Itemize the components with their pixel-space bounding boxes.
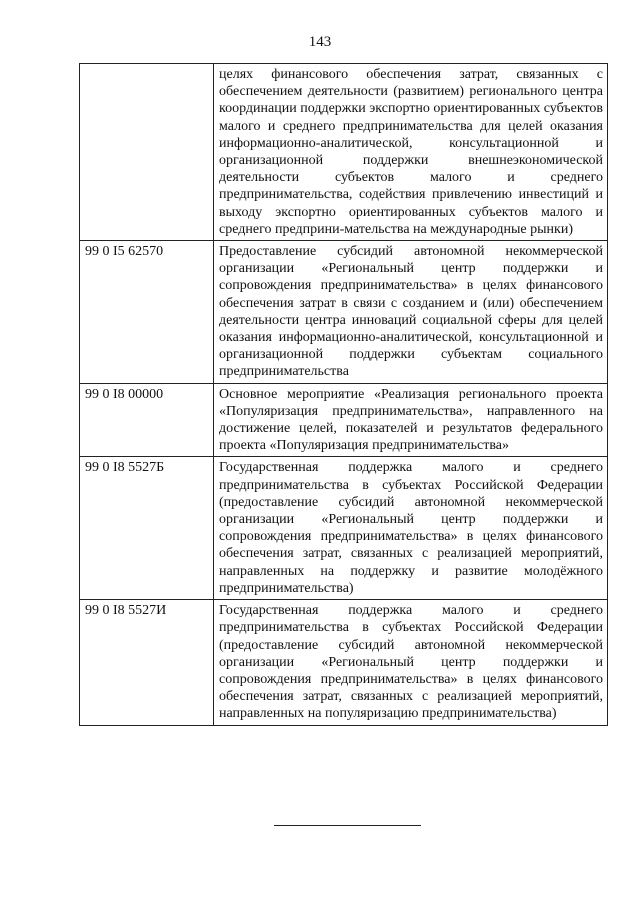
row-description: Государственная поддержка малого и среднего предпринимательства в субъектах Российской Федерации (предоставление субсидий автономной некоммерческой организации «Региональный центр поддержки и сопровождения предпринимательства» в целях финансового обеспечения затрат, связанных с реализацией мероприятий, направленных на популяризацию предпринимательства) [214,600,608,725]
table-row [80,241,608,384]
row-description: целях финансового обеспечения затрат, связанных с обеспечением деятельности (развитием) регионального центра координации поддержки экспортно ориентированных субъектов малого и среднего предпринимательства для целей оказания информационно-аналитической, консультационной и организационной поддержки внешнеэкономической деятельности субъектов малого и среднего предпринимательства, содействия привлечению инвестиций и выходу экспортно ориентированных субъектов малого и среднего предприни-мательства на международные рынки) [214,64,608,241]
row-code: 99 0 I8 00000 [80,383,214,457]
row-description: Государственная поддержка малого и среднего предпринимательства в субъектах Российской Федерации (предоставление субсидий автономной некоммерческой организации «Региональный центр поддержки и сопровождения предпринимательства» в целях финансового обеспечения затрат, связанных с реализацией мероприятий, направленных на поддержку и развитие молодёжного предпринимательства) [214,457,608,600]
table-row [80,457,608,600]
row-code [80,64,214,241]
row-code: 99 0 I8 5527И [80,600,214,725]
footer-divider [274,825,421,826]
row-description: Основное мероприятие «Реализация регионального проекта «Популяризация предпринимательства», направленного на достижение целей, показателей и результатов федерального проекта «Популяризация предпринимательства» [214,383,608,457]
table-row [80,600,608,725]
table-row [80,64,608,241]
row-code: 99 0 I5 62570 [80,241,214,384]
table-row [80,383,608,457]
row-code: 99 0 I8 5527Б [80,457,214,600]
row-description: Предоставление субсидий автономной некоммерческой организации «Региональный центр поддержки и сопровождения предпринимательства» в целях финансового обеспечения затрат в связи с созданием и (или) обеспечением деятельности центра инноваций социальной сферы для целей оказания информационно-аналитической, консультационной и организационной поддержки субъектам социального предпринимательства [214,241,608,384]
page-number: 143 [308,34,332,50]
budget-classification-table [79,63,608,726]
